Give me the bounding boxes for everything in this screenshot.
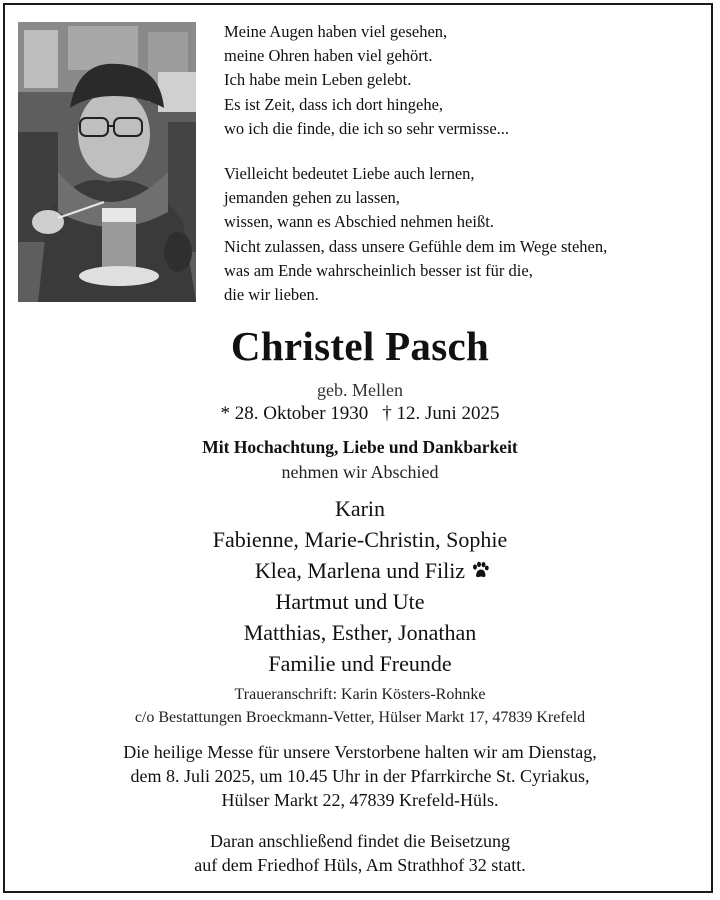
address-line: c/o Bestattungen Broeckmann-Vetter, Hülser Markt 17, 47839 Krefeld [134, 709, 586, 726]
portrait-illustration [18, 22, 196, 302]
poem-line: Ich habe mein Leben gelebt. [224, 70, 412, 90]
paw-print-icon [471, 559, 489, 585]
poem-line: was am Ende wahrscheinlich besser ist für die, [224, 260, 533, 280]
poem-line: Nicht zulassen, dass unsere Gefühle dem im Wege stehen, [224, 236, 608, 256]
maiden-name: geb. Mellen [317, 380, 403, 400]
portrait-photo [18, 22, 196, 302]
family-line: Fabienne, Marie-Christin, Sophie [212, 527, 508, 552]
family-line: Karin [334, 496, 386, 521]
burial-line: Daran anschließend findet die Beisetzung [210, 831, 510, 851]
mass-line: dem 8. Juli 2025, um 10.45 Uhr in der Pfarrkirche St. Cyriakus, [130, 766, 590, 786]
farewell-subline: nehmen wir Abschied [281, 462, 439, 482]
poem-line: die wir lieben. [224, 285, 319, 305]
poem-line: jemanden gehen zu lassen, [224, 188, 400, 208]
deceased-name: Christel Pasch [230, 323, 490, 369]
poem-line: Meine Augen haben viel gesehen, [224, 22, 448, 41]
family-line-with-paw [22, 558, 720, 585]
farewell-heading: Mit Hochachtung, Liebe und Dankbarkeit [202, 437, 518, 457]
mass-line: Die heilige Messe für unsere Verstorbene halten wir am Dienstag, [123, 742, 597, 762]
poem-stanza-1 [224, 20, 704, 141]
burial-line: auf dem Friedhof Hüls, Am Strathhof 32 statt. [194, 855, 526, 875]
death-date: † 12. Juni 2025 [382, 403, 500, 424]
life-dates [10, 403, 710, 425]
family-line: Klea, Marlena und Filiz [254, 558, 466, 583]
poem-line: Vielleicht bedeutet Liebe auch lernen, [224, 164, 475, 184]
poem-stanza-2 [224, 162, 704, 307]
poem-line: wissen, wann es Abschied nehmen heißt. [224, 212, 494, 232]
poem-line: meine Ohren haben viel gehört. [224, 46, 433, 66]
family-line: Familie und Freunde [268, 651, 452, 676]
poem-line: wo ich die finde, die ich so sehr vermisse... [224, 118, 510, 138]
family-line: Matthias, Esther, Jonathan [243, 620, 477, 645]
poem [224, 20, 704, 307]
birth-date: * 28. Oktober 1930 [220, 403, 369, 424]
address-line: Traueranschrift: Karin Kösters-Rohnke [234, 686, 486, 703]
family-line: Hartmut und Ute [275, 589, 425, 614]
poem-line: Es ist Zeit, dass ich dort hingehe, [224, 94, 444, 114]
mass-line: Hülser Markt 22, 47839 Krefeld-Hüls. [221, 790, 499, 810]
